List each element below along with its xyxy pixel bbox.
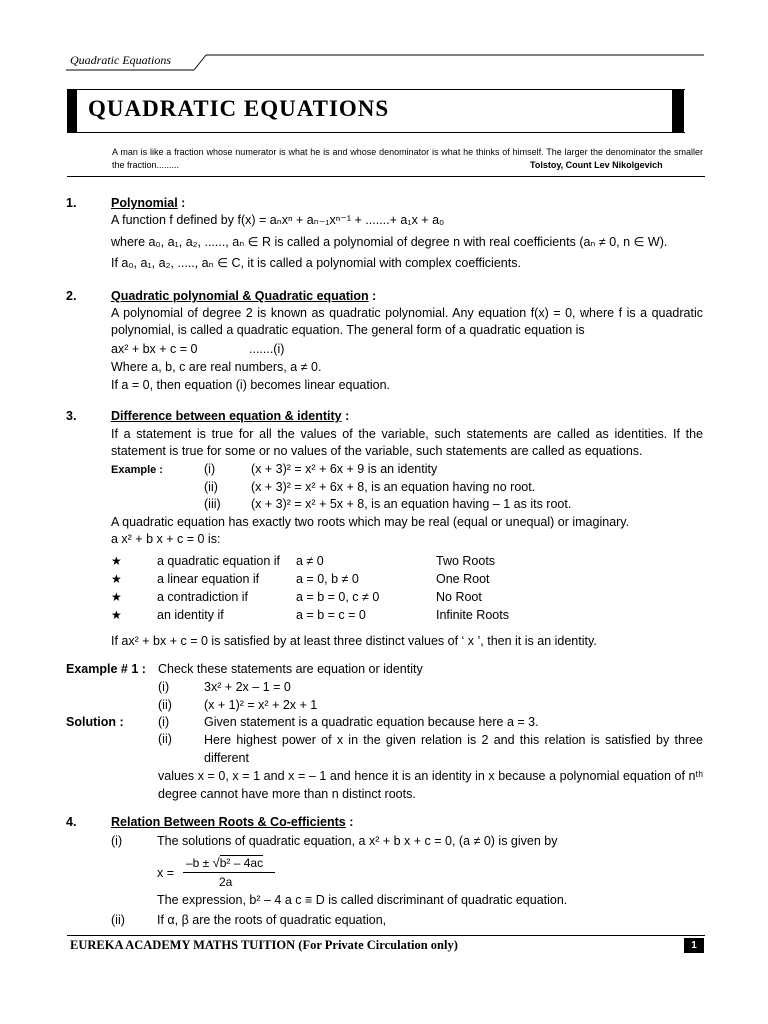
s4-ii-index: (ii) [111,913,125,927]
section-2-title: Quadratic polynomial & Quadratic equation [111,289,369,303]
star-icon: ★ [111,590,122,604]
s2-linear-case: If a = 0, then equation (i) becomes linear equation. [111,378,390,392]
section-3-title: Difference between equation & identity [111,409,342,423]
section-1-number: 1. [66,196,77,210]
star-icon: ★ [111,608,122,622]
banner-right-bar [672,89,684,132]
s3-identity-line: If ax² + bx + c = 0 is satisfied by at least three distinct values of ‘ x ’, then it is an identity. [111,634,597,648]
s2-general-form: ax² + bx + c = 0 [111,342,198,356]
star-icon: ★ [111,572,122,586]
solution-i-index: (i) [158,715,170,729]
case-1-result: Two Roots [436,554,496,568]
s2-paragraph: A polynomial of degree 2 is known as quadratic polynomial. Any equation f(x) = 0, where f is a quadratic polynomial, is called a quadratic equation. The general form of a quadratic equation is [111,306,703,337]
solution-ii-text: Here highest power of x in the given relation is 2 and this relation is satisfied by three different [204,733,703,765]
s4-i-text: The solutions of quadratic equation, a x² + b x + c = 0, (a ≠ 0) is given by [157,834,558,848]
quote-divider [67,176,705,177]
s4-discriminant: The expression, b² – 4 a c ≡ D is called discriminant of quadratic equation. [157,893,568,907]
epigraph-author: Tolstoy, Count Lev Nikolgevich [530,160,663,170]
formula-lhs: x = [157,866,175,880]
page-title: QUADRATIC EQUATIONS [88,96,390,121]
example-1-item-1-text: 3x² + 2x – 1 = 0 [204,680,291,694]
section-4-colon: : [345,815,354,829]
case-4-name: an identity if [157,608,224,622]
section-2-heading [111,288,376,304]
s3-example-label: Example : [111,464,163,476]
case-1-name: a quadratic equation if [157,554,281,568]
solution-ii-index: (ii) [158,732,172,746]
running-header-title: Quadratic Equations [70,53,171,67]
formula-numerator-prefix: –b ± [186,856,213,870]
banner-left-bar [67,89,77,132]
s1-real-coefficients: where a₀, a₁, a₂, ......, aₙ ∈ R is called a polynomial of degree n with real coefficients (aₙ ≠ 0, n ∈ W). [111,235,668,249]
s3-paragraph: If a statement is true for all the values of the variable, such statements are called as identities. If the statement is true for some or no values of the variable, such statements are called as equations. [111,427,703,458]
section-2-colon: : [368,289,377,303]
case-3-name: a contradiction if [157,590,249,604]
example-1-item-1-index: (i) [158,680,170,694]
epigraph-quote: A man is like a fraction whose numerator is what he is and whose denominator is what he thinks of himself. The larger the denominator the smaller the fraction......... [112,147,703,170]
solution-label: Solution : [66,715,124,729]
s2-where: Where a, b, c are real numbers, a ≠ 0. [111,360,322,374]
case-4-condition: a = b = c = 0 [296,608,366,622]
footer-rule [67,935,705,936]
s2-equation-tag: .......(i) [249,342,285,356]
formula-denominator: 2a [219,875,233,889]
section-4-number: 4. [66,815,77,829]
case-4-result: Infinite Roots [436,608,509,622]
sqrt-icon: √ [212,855,220,870]
s3-roots-statement: A quadratic equation has exactly two roots which may be real (equal or unequal) or imaginary. [111,515,630,529]
section-4-heading [111,814,353,830]
footer-note: (For Private Circulation only) [298,938,458,952]
section-3-colon: : [341,409,350,423]
example-1-item-2-text: (x + 1)² = x² + 2x + 1 [204,698,318,712]
s3-equation-is: a x² + b x + c = 0 is: [111,532,221,546]
footer-academy: EUREKA ACADEMY MATHS TUITION [70,938,296,952]
section-3-number: 3. [66,409,77,423]
section-2-number: 2. [66,289,77,303]
section-1-title: Polynomial [111,196,178,210]
s1-definition: A function f defined by f(x) = aₙxⁿ + aₙ₋₁xⁿ⁻¹ + .......+ a₁x + a₀ [111,213,445,227]
s3-example-3-text: (x + 3)² = x² + 5x + 8, is an equation having – 1 as its root. [251,497,572,511]
case-2-name: a linear equation if [157,572,260,586]
section-3-heading [111,408,349,424]
example-1-prompt: Check these statements are equation or identity [158,662,423,676]
running-header-rule [66,50,706,74]
example-1-item-2-index: (ii) [158,698,172,712]
s3-example-1-index: (i) [204,462,216,476]
case-3-result: No Root [436,590,482,604]
s4-i-index: (i) [111,834,123,848]
s3-example-2-index: (ii) [204,480,218,494]
solution-continuation: values x = 0, x = 1 and x = – 1 and hence it is an identity in x because a polynomial equation of nᵗʰ degree cannot have more than n distinct roots. [158,769,703,801]
page-number: 1 [684,938,704,953]
example-1-label: Example # 1 : [66,662,146,676]
footer-text [70,938,458,953]
star-icon: ★ [111,554,122,568]
fraction-bar [183,872,275,873]
section-4-title: Relation Between Roots & Co-efficients [111,815,346,829]
s1-complex-coefficients: If a₀, a₁, a₂, ....., aₙ ∈ C, it is called a polynomial with complex coefficients. [111,256,521,270]
case-1-condition: a ≠ 0 [296,554,324,568]
s3-example-1-text: (x + 3)² = x² + 6x + 9 is an identity [251,462,438,476]
s4-ii-text: If α, β are the roots of quadratic equation, [157,913,387,927]
case-2-condition: a = 0, b ≠ 0 [296,572,359,586]
section-1-colon: : [177,196,186,210]
s3-example-3-index: (iii) [204,497,221,511]
formula-radicand: b² – 4ac [219,856,264,870]
case-2-result: One Root [436,572,490,586]
formula-numerator [186,855,263,871]
solution-i-text: Given statement is a quadratic equation because here a = 3. [204,715,539,729]
case-3-condition: a = b = 0, c ≠ 0 [296,590,380,604]
section-1-heading [111,195,185,211]
s3-example-2-text: (x + 3)² = x² + 6x + 8, is an equation having no root. [251,480,536,494]
